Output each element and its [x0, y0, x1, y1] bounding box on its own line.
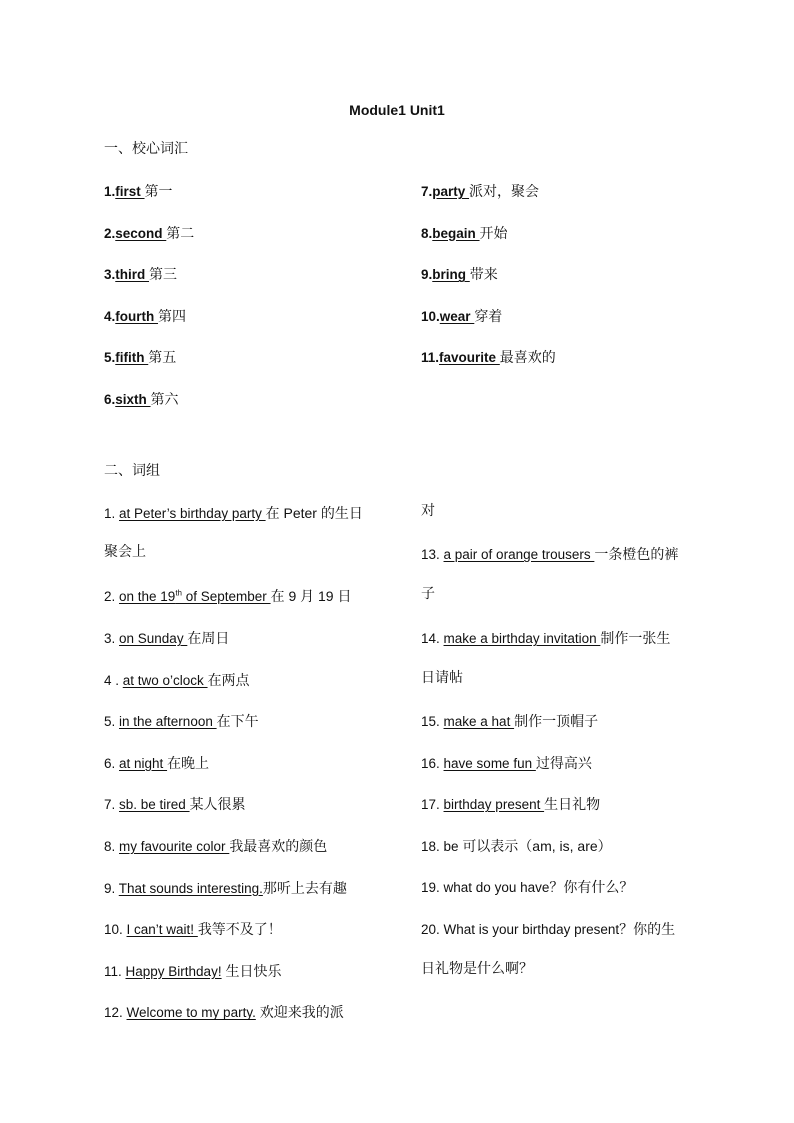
- phrase-number: 9.: [104, 880, 119, 896]
- vocab-chinese: 带来: [469, 266, 498, 283]
- vocab-item: [104, 307, 186, 326]
- phrase-item: [104, 879, 347, 898]
- phrase-english: What is your birthday present: [443, 922, 620, 937]
- phrase-chinese: 在 Peter 的生日: [265, 505, 363, 521]
- phrase-item: [421, 920, 675, 939]
- phrase-item: [104, 629, 229, 648]
- vocab-item: [421, 224, 508, 243]
- phrase-chinese: 制作一张生: [600, 630, 671, 646]
- phrase-chinese: 在周日: [187, 630, 230, 646]
- phrase-chinese: 我等不及了！: [197, 921, 282, 938]
- vocab-word: favourite: [439, 350, 500, 366]
- phrase-english: my favourite color: [119, 839, 230, 854]
- vocab-item: [104, 348, 176, 367]
- phrase-item: [104, 587, 351, 606]
- phrase-number: 1.: [104, 506, 120, 521]
- phrase-english: at Peter’s birthday party: [119, 506, 266, 521]
- vocab-number: 1.: [104, 184, 116, 199]
- phrase-english: have some fun: [443, 755, 536, 771]
- phrase-chinese: 欢迎来我的派: [255, 1004, 344, 1021]
- phrase-chinese: 可以表示（am, is, are）: [462, 838, 612, 854]
- phrase-chinese: 我最喜欢的颜色: [229, 838, 328, 854]
- phrase-chinese: ？你有什么？: [549, 879, 634, 895]
- vocab-word: first: [115, 184, 145, 199]
- phrase-english: Welcome to my party.: [126, 1005, 256, 1021]
- phrase-item: [104, 754, 209, 773]
- phrase-item: [421, 795, 600, 814]
- phrase-continuation: 聚会上: [104, 543, 146, 559]
- vocab-number: 7.: [421, 184, 433, 199]
- phrase-item: [104, 504, 363, 523]
- phrase-number: 4 .: [104, 672, 123, 688]
- vocab-chinese: 最喜欢的: [499, 349, 556, 366]
- phrase-english: at night: [119, 755, 168, 771]
- vocab-item: [104, 390, 179, 409]
- vocab-number: 4.: [104, 308, 116, 324]
- vocab-chinese: 第六: [150, 391, 179, 407]
- vocab-word: bring: [432, 267, 470, 283]
- phrase-chinese: 制作一顶帽子: [514, 713, 599, 729]
- phrase-english: at two o’clock: [122, 672, 208, 688]
- phrase-english: be: [443, 839, 463, 854]
- vocab-number: 5.: [104, 350, 116, 366]
- vocab-word: fourth: [115, 308, 159, 324]
- vocab-item: [104, 224, 194, 243]
- vocab-chinese: 第四: [158, 307, 187, 324]
- phrase-english-part: of September: [182, 589, 271, 604]
- vocab-number: 11.: [421, 350, 440, 366]
- phrase-item: [104, 712, 259, 731]
- phrase-item: [104, 962, 281, 981]
- phrase-number: 15.: [421, 714, 444, 729]
- vocab-chinese: 穿着: [474, 307, 503, 324]
- phrase-chinese: ？你的生: [619, 921, 676, 937]
- phrase-english: a pair of orange trousers: [443, 547, 595, 562]
- phrase-number: 2.: [104, 589, 120, 604]
- page-title: Module1 Unit1: [349, 102, 445, 118]
- vocab-word: third: [115, 267, 150, 283]
- phrase-number: 5.: [104, 714, 120, 730]
- phrase-superscript: th: [175, 588, 182, 598]
- vocab-number: 9.: [421, 267, 433, 283]
- phrase-chinese: 生日礼物: [544, 796, 601, 813]
- vocab-item: [421, 265, 498, 284]
- vocab-item: [421, 307, 502, 326]
- phrase-english: make a hat: [443, 714, 515, 729]
- phrase-number: 18.: [421, 839, 444, 854]
- vocab-word: second: [115, 225, 167, 241]
- phrase-english: on Sunday: [119, 631, 188, 646]
- vocab-number: 6.: [104, 392, 116, 407]
- phrase-chinese: 一条橙色的裤: [594, 546, 679, 562]
- phrase-item: [104, 837, 327, 856]
- phrase-chinese: 在两点: [207, 671, 250, 688]
- vocab-number: 8.: [421, 225, 433, 241]
- phrase-number: 17.: [421, 797, 444, 813]
- phrase-item: [421, 754, 592, 773]
- phrase-english: [119, 589, 271, 604]
- phrase-english: birthday present: [443, 797, 545, 813]
- vocab-item: [104, 265, 177, 284]
- phrase-item: [421, 712, 598, 731]
- vocab-word: begain: [432, 225, 480, 241]
- vocab-chinese: 第三: [149, 266, 178, 283]
- vocab-word: party: [432, 184, 470, 199]
- phrase-english: in the afternoon: [119, 714, 217, 730]
- phrase-number: 10.: [104, 922, 127, 938]
- phrase-number: 8.: [104, 839, 120, 854]
- vocab-chinese: 开始: [479, 224, 508, 241]
- phrase-number: 3.: [104, 631, 120, 646]
- phrase-continuation: 日礼物是什么啊？: [421, 960, 533, 976]
- phrase-number: 6.: [104, 755, 120, 771]
- phrase-number: 13.: [421, 547, 444, 562]
- phrase-item: [104, 920, 282, 939]
- phrase-item: [421, 837, 612, 856]
- phrase-number: 11.: [104, 963, 126, 979]
- phrase-item: [104, 1003, 344, 1022]
- vocab-number: 2.: [104, 225, 116, 241]
- section-heading-phrases: 二、词组: [104, 462, 160, 478]
- phrase-item: [421, 545, 678, 564]
- phrase-number: 16.: [421, 755, 444, 771]
- phrase-number: 12.: [104, 1005, 127, 1021]
- phrase-chinese: 过得高兴: [535, 754, 592, 771]
- vocab-word: wear: [439, 308, 475, 324]
- phrase-english: sb. be tired: [119, 797, 190, 813]
- phrase-chinese: 在晚上: [167, 754, 210, 771]
- phrase-english: make a birthday invitation: [443, 631, 601, 646]
- vocab-item: [421, 182, 539, 201]
- phrase-item: [421, 629, 670, 648]
- phrase-chinese: 在 9 月 19 日: [270, 588, 352, 604]
- phrase-continuation: 对: [421, 502, 435, 518]
- phrase-english: Happy Birthday!: [125, 963, 222, 979]
- vocab-item: [104, 182, 173, 201]
- vocab-word: sixth: [115, 392, 151, 407]
- phrase-item: [421, 878, 633, 897]
- phrase-english: I can’t wait!: [126, 922, 198, 938]
- phrase-english-part: on the 19: [119, 589, 176, 604]
- phrase-chinese: 生日快乐: [221, 962, 282, 979]
- phrase-number: 14.: [421, 631, 444, 646]
- phrase-chinese: 在下午: [216, 713, 259, 730]
- phrase-chinese: 那听上去有趣: [262, 879, 347, 896]
- phrase-number: 19.: [421, 880, 444, 895]
- vocab-number: 3.: [104, 267, 116, 283]
- vocab-number: 10.: [421, 308, 440, 324]
- vocab-word: fifith: [115, 350, 149, 366]
- section-heading-core-vocab: 一、校心词汇: [104, 140, 188, 156]
- phrase-chinese: 某人很累: [189, 796, 246, 813]
- phrase-number: 7.: [104, 797, 120, 813]
- phrase-item: [104, 795, 246, 814]
- phrase-english: That sounds interesting.: [118, 880, 263, 896]
- phrase-continuation: 日请帖: [421, 669, 463, 685]
- vocab-chinese: 第二: [166, 224, 195, 241]
- phrase-item: [104, 671, 250, 690]
- phrase-continuation: 子: [421, 585, 435, 601]
- vocab-chinese: 派对，聚会: [469, 183, 540, 199]
- vocab-chinese: 第五: [148, 349, 177, 366]
- vocab-item: [421, 348, 556, 367]
- vocab-chinese: 第一: [144, 183, 173, 199]
- phrase-english: what do you have: [443, 880, 550, 895]
- phrase-number: 20.: [421, 922, 444, 937]
